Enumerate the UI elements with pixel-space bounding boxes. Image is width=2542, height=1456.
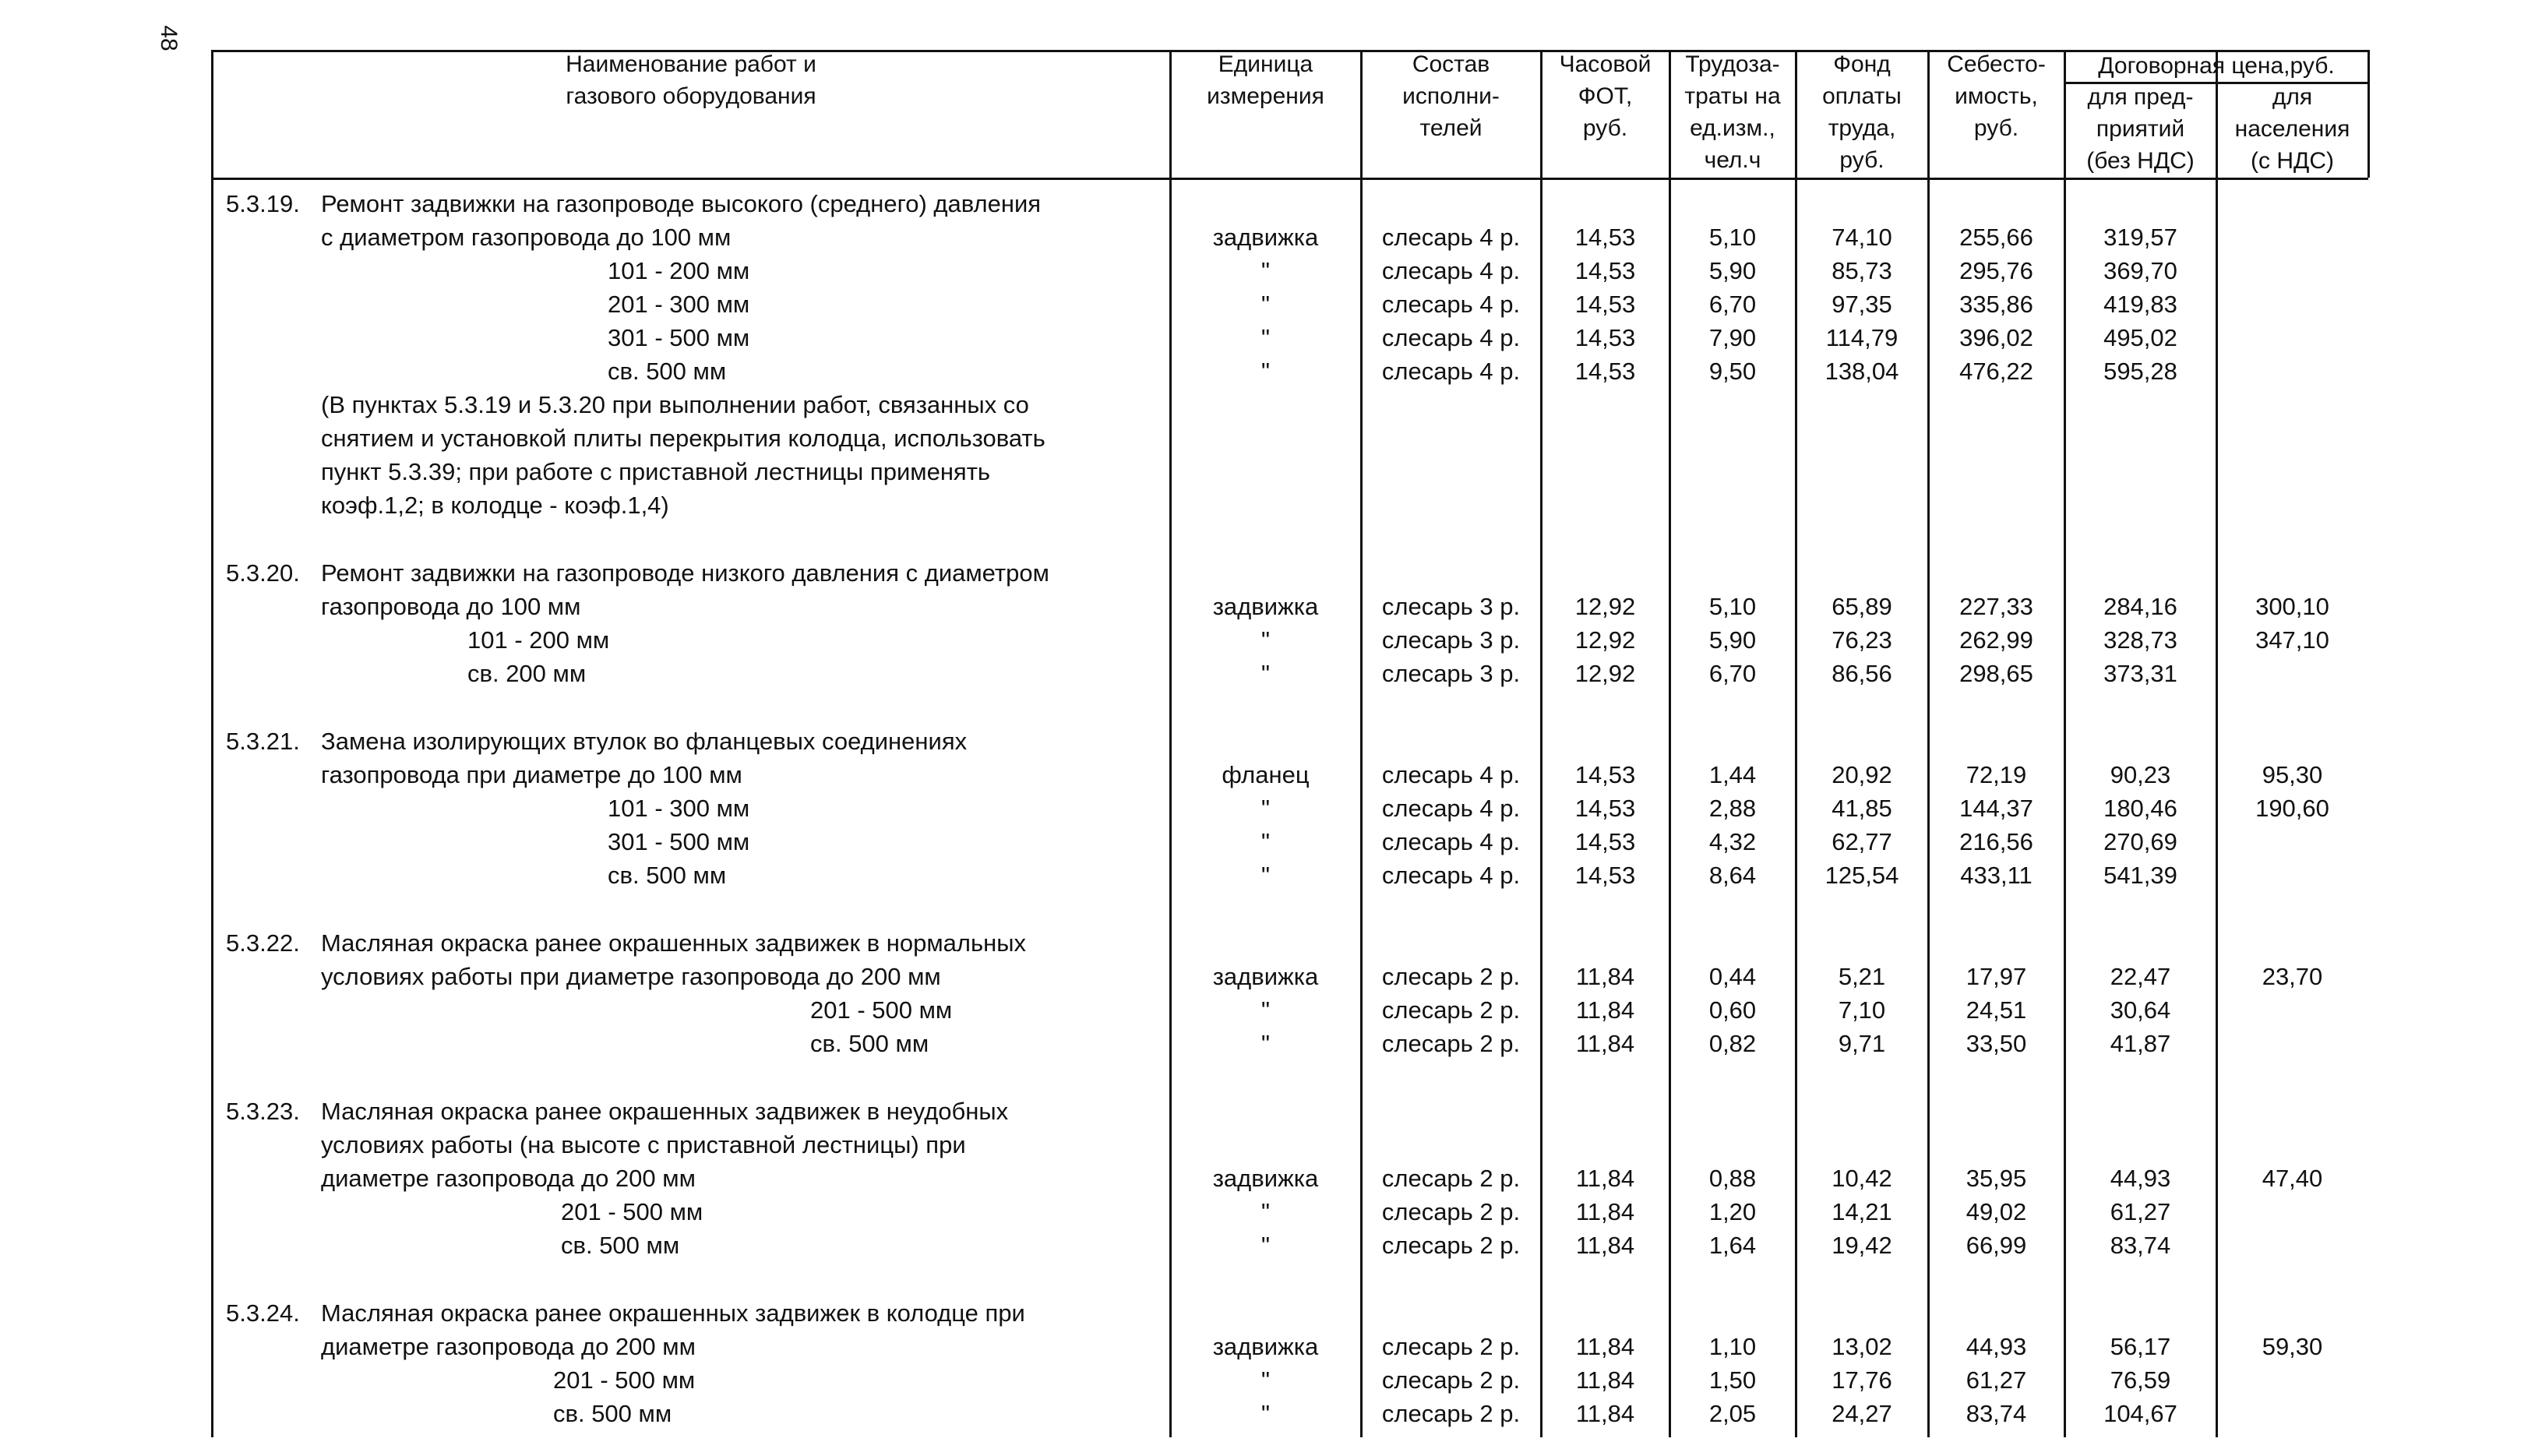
cell-staff: слесарь 4 р.	[1381, 795, 1521, 822]
cell-fund: 19,42	[1832, 1232, 1892, 1259]
cell-population	[2216, 356, 2368, 387]
section-title: Ремонт задвижки на газопроводе низкого давления с диаметром	[321, 559, 1049, 587]
section-number: 5.3.19.	[226, 190, 300, 217]
cell-labor: 1,20	[1708, 1198, 1757, 1225]
cell-labor: 2,05	[1708, 1400, 1757, 1427]
cell-staff: слесарь 2 р.	[1381, 1198, 1521, 1225]
header-labor-line: траты на	[1684, 83, 1781, 109]
section-number: 5.3.21.	[226, 728, 300, 755]
header-cost-line: Себесто-	[1947, 51, 2046, 77]
cell-labor: 1,50	[1708, 1366, 1757, 1394]
cell-population: 347,10	[2255, 626, 2329, 654]
header-labor-line: чел.ч	[1704, 147, 1761, 173]
cell-hourly: 14,53	[1574, 358, 1636, 385]
section-title: Масляная окраска ранее окрашенных задвижек в неудобных	[321, 1098, 1009, 1125]
header-name-line: Наименование работ и	[566, 51, 816, 77]
row-label: св. 500 мм	[810, 1030, 929, 1057]
cell-enterprise: 369,70	[2103, 257, 2177, 284]
cell-fund: 62,77	[1832, 828, 1892, 855]
cell-fund: 85,73	[1832, 257, 1892, 284]
cell-labor: 2,88	[1708, 795, 1757, 822]
cell-cost: 144,37	[1959, 795, 2033, 822]
cell-enterprise: 284,16	[2103, 593, 2177, 620]
row-label: диаметре газопровода до 200 мм	[321, 1165, 696, 1192]
cell-enterprise: 319,57	[2103, 224, 2177, 251]
cell-labor: 5,10	[1708, 224, 1757, 251]
cell-staff: слесарь 2 р.	[1381, 1333, 1521, 1360]
cell-enterprise: 90,23	[2110, 761, 2171, 788]
cell-staff: слесарь 4 р.	[1381, 324, 1521, 351]
cell-hourly: 14,53	[1574, 828, 1636, 855]
cell-enterprise: 541,39	[2103, 862, 2177, 889]
cell-cost: 17,97	[1966, 963, 2027, 990]
cell-unit: "	[1260, 1366, 1270, 1394]
cell-population: 300,10	[2255, 593, 2329, 620]
cell-staff: слесарь 2 р.	[1381, 1165, 1521, 1192]
cell-unit: "	[1260, 660, 1270, 687]
row-label: 201 - 300 мм	[608, 291, 750, 318]
row-label: газопровода до 100 мм	[321, 593, 581, 620]
cell-staff: слесарь 3 р.	[1381, 626, 1521, 654]
cell-fund: 14,21	[1832, 1198, 1892, 1225]
cell-unit: "	[1260, 828, 1270, 855]
cell-unit: "	[1260, 1400, 1270, 1427]
cell-staff: слесарь 3 р.	[1381, 593, 1521, 620]
cell-fund: 7,10	[1838, 996, 1886, 1024]
cell-cost: 72,19	[1966, 761, 2027, 788]
row-label: газопровода при диаметре до 100 мм	[321, 761, 742, 788]
header-population-line: населения	[2234, 116, 2350, 142]
cell-labor: 5,90	[1708, 626, 1757, 654]
section-title: Замена изолирующих втулок во фланцевых соединениях	[321, 728, 968, 755]
cell-cost: 227,33	[1959, 593, 2033, 620]
row-label: 101 - 200 мм	[467, 626, 610, 654]
cell-hourly: 11,84	[1575, 1030, 1635, 1057]
header-population	[2216, 81, 2368, 177]
cell-unit: "	[1260, 996, 1270, 1024]
cell-hourly: 14,53	[1574, 224, 1636, 251]
header-unit	[1170, 48, 1361, 112]
cell-labor: 0,88	[1708, 1165, 1757, 1192]
cell-cost: 298,65	[1959, 660, 2033, 687]
cell-enterprise: 595,28	[2103, 358, 2177, 385]
cell-labor: 4,32	[1708, 828, 1757, 855]
cell-enterprise: 41,87	[2110, 1030, 2171, 1057]
section-note: пункт 5.3.39; при работе с приставной лестницы применять	[321, 458, 991, 485]
cell-population	[2216, 1028, 2368, 1059]
header-staff-line: телей	[1419, 115, 1483, 141]
section-note: коэф.1,2; в колодце - коэф.1,4)	[321, 492, 669, 519]
cell-fund: 24,27	[1832, 1400, 1892, 1427]
cell-fund: 65,89	[1832, 593, 1892, 620]
cell-fund: 97,35	[1832, 291, 1892, 318]
section-note: снятием и установкой плиты перекрытия колодца, использовать	[321, 425, 1045, 452]
cell-staff: слесарь 2 р.	[1381, 1400, 1521, 1427]
cell-cost: 83,74	[1966, 1400, 2027, 1427]
cell-unit: "	[1260, 795, 1270, 822]
cell-unit: "	[1260, 324, 1270, 351]
row-label: диаметре газопровода до 200 мм	[321, 1333, 696, 1360]
section-note: (В пунктах 5.3.19 и 5.3.20 при выполнении работ, связанных со	[321, 391, 1029, 418]
cell-labor: 0,82	[1708, 1030, 1757, 1057]
header-fund-line: руб.	[1839, 147, 1884, 173]
cell-cost: 295,76	[1959, 257, 2033, 284]
header-labor	[1669, 48, 1796, 176]
cell-population	[2216, 1398, 2368, 1430]
header-name-line: газового оборудования	[566, 83, 816, 109]
cell-fund: 41,85	[1832, 795, 1892, 822]
cell-staff: слесарь 2 р.	[1381, 1232, 1521, 1259]
cell-population	[2216, 827, 2368, 858]
cell-enterprise: 76,59	[2110, 1366, 2171, 1394]
header-labor-line: ед.изм.,	[1690, 115, 1775, 141]
cell-staff: слесарь 2 р.	[1381, 1030, 1521, 1057]
cell-hourly: 14,53	[1574, 291, 1636, 318]
row-label: св. 500 мм	[608, 358, 727, 385]
cell-labor: 6,70	[1708, 660, 1757, 687]
row-label: св. 500 мм	[561, 1232, 680, 1259]
cell-population	[2216, 995, 2368, 1026]
cell-enterprise: 373,31	[2103, 660, 2177, 687]
cell-hourly: 11,84	[1575, 1165, 1635, 1192]
cell-labor: 6,70	[1708, 291, 1757, 318]
cell-population	[2216, 860, 2368, 891]
header-hourly	[1541, 48, 1669, 144]
row-label: 101 - 300 мм	[608, 795, 750, 822]
cell-enterprise: 419,83	[2103, 291, 2177, 318]
row-label: 201 - 500 мм	[561, 1198, 703, 1225]
row-label: 301 - 500 мм	[608, 828, 750, 855]
section-title: Ремонт задвижки на газопроводе высокого (среднего) давления	[321, 190, 1042, 217]
cell-population	[2216, 323, 2368, 354]
cell-labor: 0,44	[1708, 963, 1757, 990]
header-enterprise-line: приятий	[2096, 116, 2185, 142]
cell-fund: 10,42	[1832, 1165, 1892, 1192]
header-labor-line: Трудоза-	[1685, 51, 1780, 77]
cell-labor: 1,64	[1708, 1232, 1757, 1259]
header-cost	[1928, 48, 2064, 144]
section-number: 5.3.24.	[226, 1299, 300, 1327]
cell-cost: 476,22	[1959, 358, 2033, 385]
cell-staff: слесарь 4 р.	[1381, 862, 1521, 889]
header-staff-line: Состав	[1412, 51, 1490, 77]
cell-population	[2216, 1197, 2368, 1228]
cell-enterprise: 270,69	[2103, 828, 2177, 855]
cell-enterprise: 44,93	[2110, 1165, 2171, 1192]
row-label: с диаметром газопровода до 100 мм	[321, 224, 732, 251]
row-label: св. 500 мм	[608, 862, 727, 889]
cell-labor: 8,64	[1708, 862, 1757, 889]
cell-unit: задвижка	[1212, 963, 1319, 990]
header-cost-line: имость,	[1955, 83, 2038, 109]
cell-hourly: 11,84	[1575, 1366, 1635, 1394]
cell-enterprise: 61,27	[2110, 1198, 2171, 1225]
header-cost-line: руб.	[1973, 115, 2019, 141]
header-contract-price: Договорная цена,руб.	[2098, 53, 2335, 79]
cell-cost: 433,11	[1960, 862, 2033, 889]
cell-staff: слесарь 4 р.	[1381, 358, 1521, 385]
cell-staff: слесарь 4 р.	[1381, 224, 1521, 251]
cell-fund: 125,54	[1825, 862, 1899, 889]
header-fund-line: оплаты	[1822, 83, 1902, 109]
cell-hourly: 11,84	[1575, 996, 1635, 1024]
cell-labor: 5,90	[1708, 257, 1757, 284]
cell-cost: 33,50	[1966, 1030, 2027, 1057]
cell-fund: 5,21	[1838, 963, 1886, 990]
cell-unit: "	[1260, 1232, 1270, 1259]
cell-unit: "	[1260, 626, 1270, 654]
cell-cost: 396,02	[1959, 324, 2033, 351]
cell-unit: задвижка	[1212, 1165, 1319, 1192]
cell-hourly: 12,92	[1574, 660, 1636, 687]
cell-unit: "	[1260, 257, 1270, 284]
cell-unit: "	[1260, 1198, 1270, 1225]
cell-staff: слесарь 2 р.	[1381, 996, 1521, 1024]
cell-enterprise: 22,47	[2110, 963, 2171, 990]
section-number: 5.3.22.	[226, 929, 300, 957]
cell-hourly: 14,53	[1574, 795, 1636, 822]
cell-enterprise: 104,67	[2103, 1400, 2177, 1427]
cell-staff: слесарь 4 р.	[1381, 291, 1521, 318]
cell-unit: задвижка	[1212, 593, 1319, 620]
cell-unit: "	[1260, 358, 1270, 385]
cell-labor: 1,44	[1708, 761, 1757, 788]
header-fund	[1796, 48, 1928, 176]
header-unit-line: Единица	[1218, 51, 1313, 77]
cell-fund: 17,76	[1832, 1366, 1892, 1394]
cell-unit: "	[1260, 291, 1270, 318]
cell-staff: слесарь 2 р.	[1381, 1366, 1521, 1394]
header-enterprise-line: (без НДС)	[2086, 148, 2195, 174]
cell-population	[2216, 1365, 2368, 1396]
cell-cost: 66,99	[1966, 1232, 2027, 1259]
cell-labor: 7,90	[1708, 324, 1757, 351]
cell-enterprise: 495,02	[2103, 324, 2177, 351]
cell-hourly: 11,84	[1575, 963, 1635, 990]
cell-population: 190,60	[2255, 795, 2329, 822]
cell-enterprise: 83,74	[2110, 1232, 2171, 1259]
cell-hourly: 12,92	[1574, 626, 1636, 654]
cell-labor: 9,50	[1708, 358, 1757, 385]
section-number: 5.3.23.	[226, 1098, 300, 1125]
cell-population	[2216, 658, 2368, 689]
section-number: 5.3.20.	[226, 559, 300, 587]
cell-enterprise: 30,64	[2110, 996, 2171, 1024]
row-label: св. 200 мм	[467, 660, 587, 687]
cell-staff: слесарь 3 р.	[1381, 660, 1521, 687]
section-title: Масляная окраска ранее окрашенных задвижек в колодце при	[321, 1299, 1025, 1327]
cell-staff: слесарь 4 р.	[1381, 828, 1521, 855]
cell-labor: 5,10	[1708, 593, 1757, 620]
cell-fund: 76,23	[1832, 626, 1892, 654]
cell-fund: 138,04	[1825, 358, 1899, 385]
cell-cost: 24,51	[1966, 996, 2027, 1024]
row-label: 201 - 500 мм	[810, 996, 953, 1024]
header-enterprise-line: для пред-	[2087, 84, 2194, 110]
row-label: св. 500 мм	[553, 1400, 672, 1427]
cell-enterprise: 56,17	[2110, 1333, 2171, 1360]
cell-population	[2216, 222, 2368, 253]
cell-population: 59,30	[2262, 1333, 2323, 1360]
cell-hourly: 11,84	[1575, 1400, 1635, 1427]
row-label: условиях работы при диаметре газопровода до 200 мм	[321, 963, 941, 990]
cell-labor: 1,10	[1708, 1333, 1757, 1360]
cell-hourly: 14,53	[1574, 862, 1636, 889]
cell-fund: 114,79	[1825, 324, 1899, 351]
header-population-line: (с НДС)	[2251, 148, 2334, 174]
cell-population	[2216, 1230, 2368, 1261]
header-enterprise	[2064, 81, 2216, 177]
cell-cost: 49,02	[1966, 1198, 2027, 1225]
cell-cost: 255,66	[1959, 224, 2033, 251]
cell-hourly: 14,53	[1574, 257, 1636, 284]
cell-labor: 0,60	[1708, 996, 1757, 1024]
cell-unit: "	[1260, 862, 1270, 889]
cell-cost: 44,93	[1966, 1333, 2027, 1360]
cell-fund: 20,92	[1832, 761, 1892, 788]
cell-enterprise: 180,46	[2103, 795, 2177, 822]
cell-hourly: 14,53	[1574, 324, 1636, 351]
cell-population: 47,40	[2262, 1165, 2323, 1192]
cell-hourly: 11,84	[1575, 1198, 1635, 1225]
cell-staff: слесарь 4 р.	[1381, 761, 1521, 788]
row-label: 301 - 500 мм	[608, 324, 750, 351]
header-name	[212, 48, 1170, 112]
header-fund-line: Фонд	[1833, 51, 1891, 77]
cell-cost: 216,56	[1959, 828, 2033, 855]
cell-fund: 74,10	[1832, 224, 1892, 251]
cell-cost: 335,86	[1959, 291, 2033, 318]
header-population-line: для	[2272, 84, 2313, 110]
cell-cost: 61,27	[1966, 1366, 2027, 1394]
cell-population	[2216, 289, 2368, 320]
cell-population: 95,30	[2262, 761, 2323, 788]
header-bottom-rule	[212, 178, 2368, 180]
header-staff-line: исполни-	[1402, 83, 1500, 109]
cell-hourly: 11,84	[1575, 1232, 1635, 1259]
section-title: Масляная окраска ранее окрашенных задвижек в нормальных	[321, 929, 1027, 957]
cell-population	[2216, 256, 2368, 287]
cell-hourly: 12,92	[1574, 593, 1636, 620]
left-border-tail	[211, 178, 213, 1437]
cell-enterprise: 328,73	[2103, 626, 2177, 654]
cell-staff: слесарь 2 р.	[1381, 963, 1521, 990]
header-unit-line: измерения	[1207, 83, 1324, 109]
header-staff	[1361, 48, 1541, 144]
row-label: 101 - 200 мм	[608, 257, 750, 284]
cell-unit: задвижка	[1212, 1333, 1319, 1360]
cell-population: 23,70	[2262, 963, 2323, 990]
cell-unit: "	[1260, 1030, 1270, 1057]
cell-fund: 13,02	[1832, 1333, 1892, 1360]
cell-hourly: 11,84	[1575, 1333, 1635, 1360]
page-number: 48	[156, 25, 182, 51]
cell-unit: фланец	[1222, 761, 1310, 788]
cell-unit: задвижка	[1212, 224, 1319, 251]
cell-hourly: 14,53	[1574, 761, 1636, 788]
section-title: условиях работы (на высоте с приставной лестницы) при	[321, 1131, 966, 1158]
cell-fund: 86,56	[1832, 660, 1892, 687]
row-label: 201 - 500 мм	[553, 1366, 696, 1394]
header-hourly-line: Часовой	[1559, 51, 1652, 77]
cell-cost: 35,95	[1966, 1165, 2027, 1192]
header-fund-line: труда,	[1828, 115, 1896, 141]
cell-staff: слесарь 4 р.	[1381, 257, 1521, 284]
header-hourly-line: руб.	[1582, 115, 1628, 141]
cell-cost: 262,99	[1959, 626, 2033, 654]
header-hourly-line: ФОТ,	[1578, 83, 1633, 109]
cell-fund: 9,71	[1838, 1030, 1886, 1057]
